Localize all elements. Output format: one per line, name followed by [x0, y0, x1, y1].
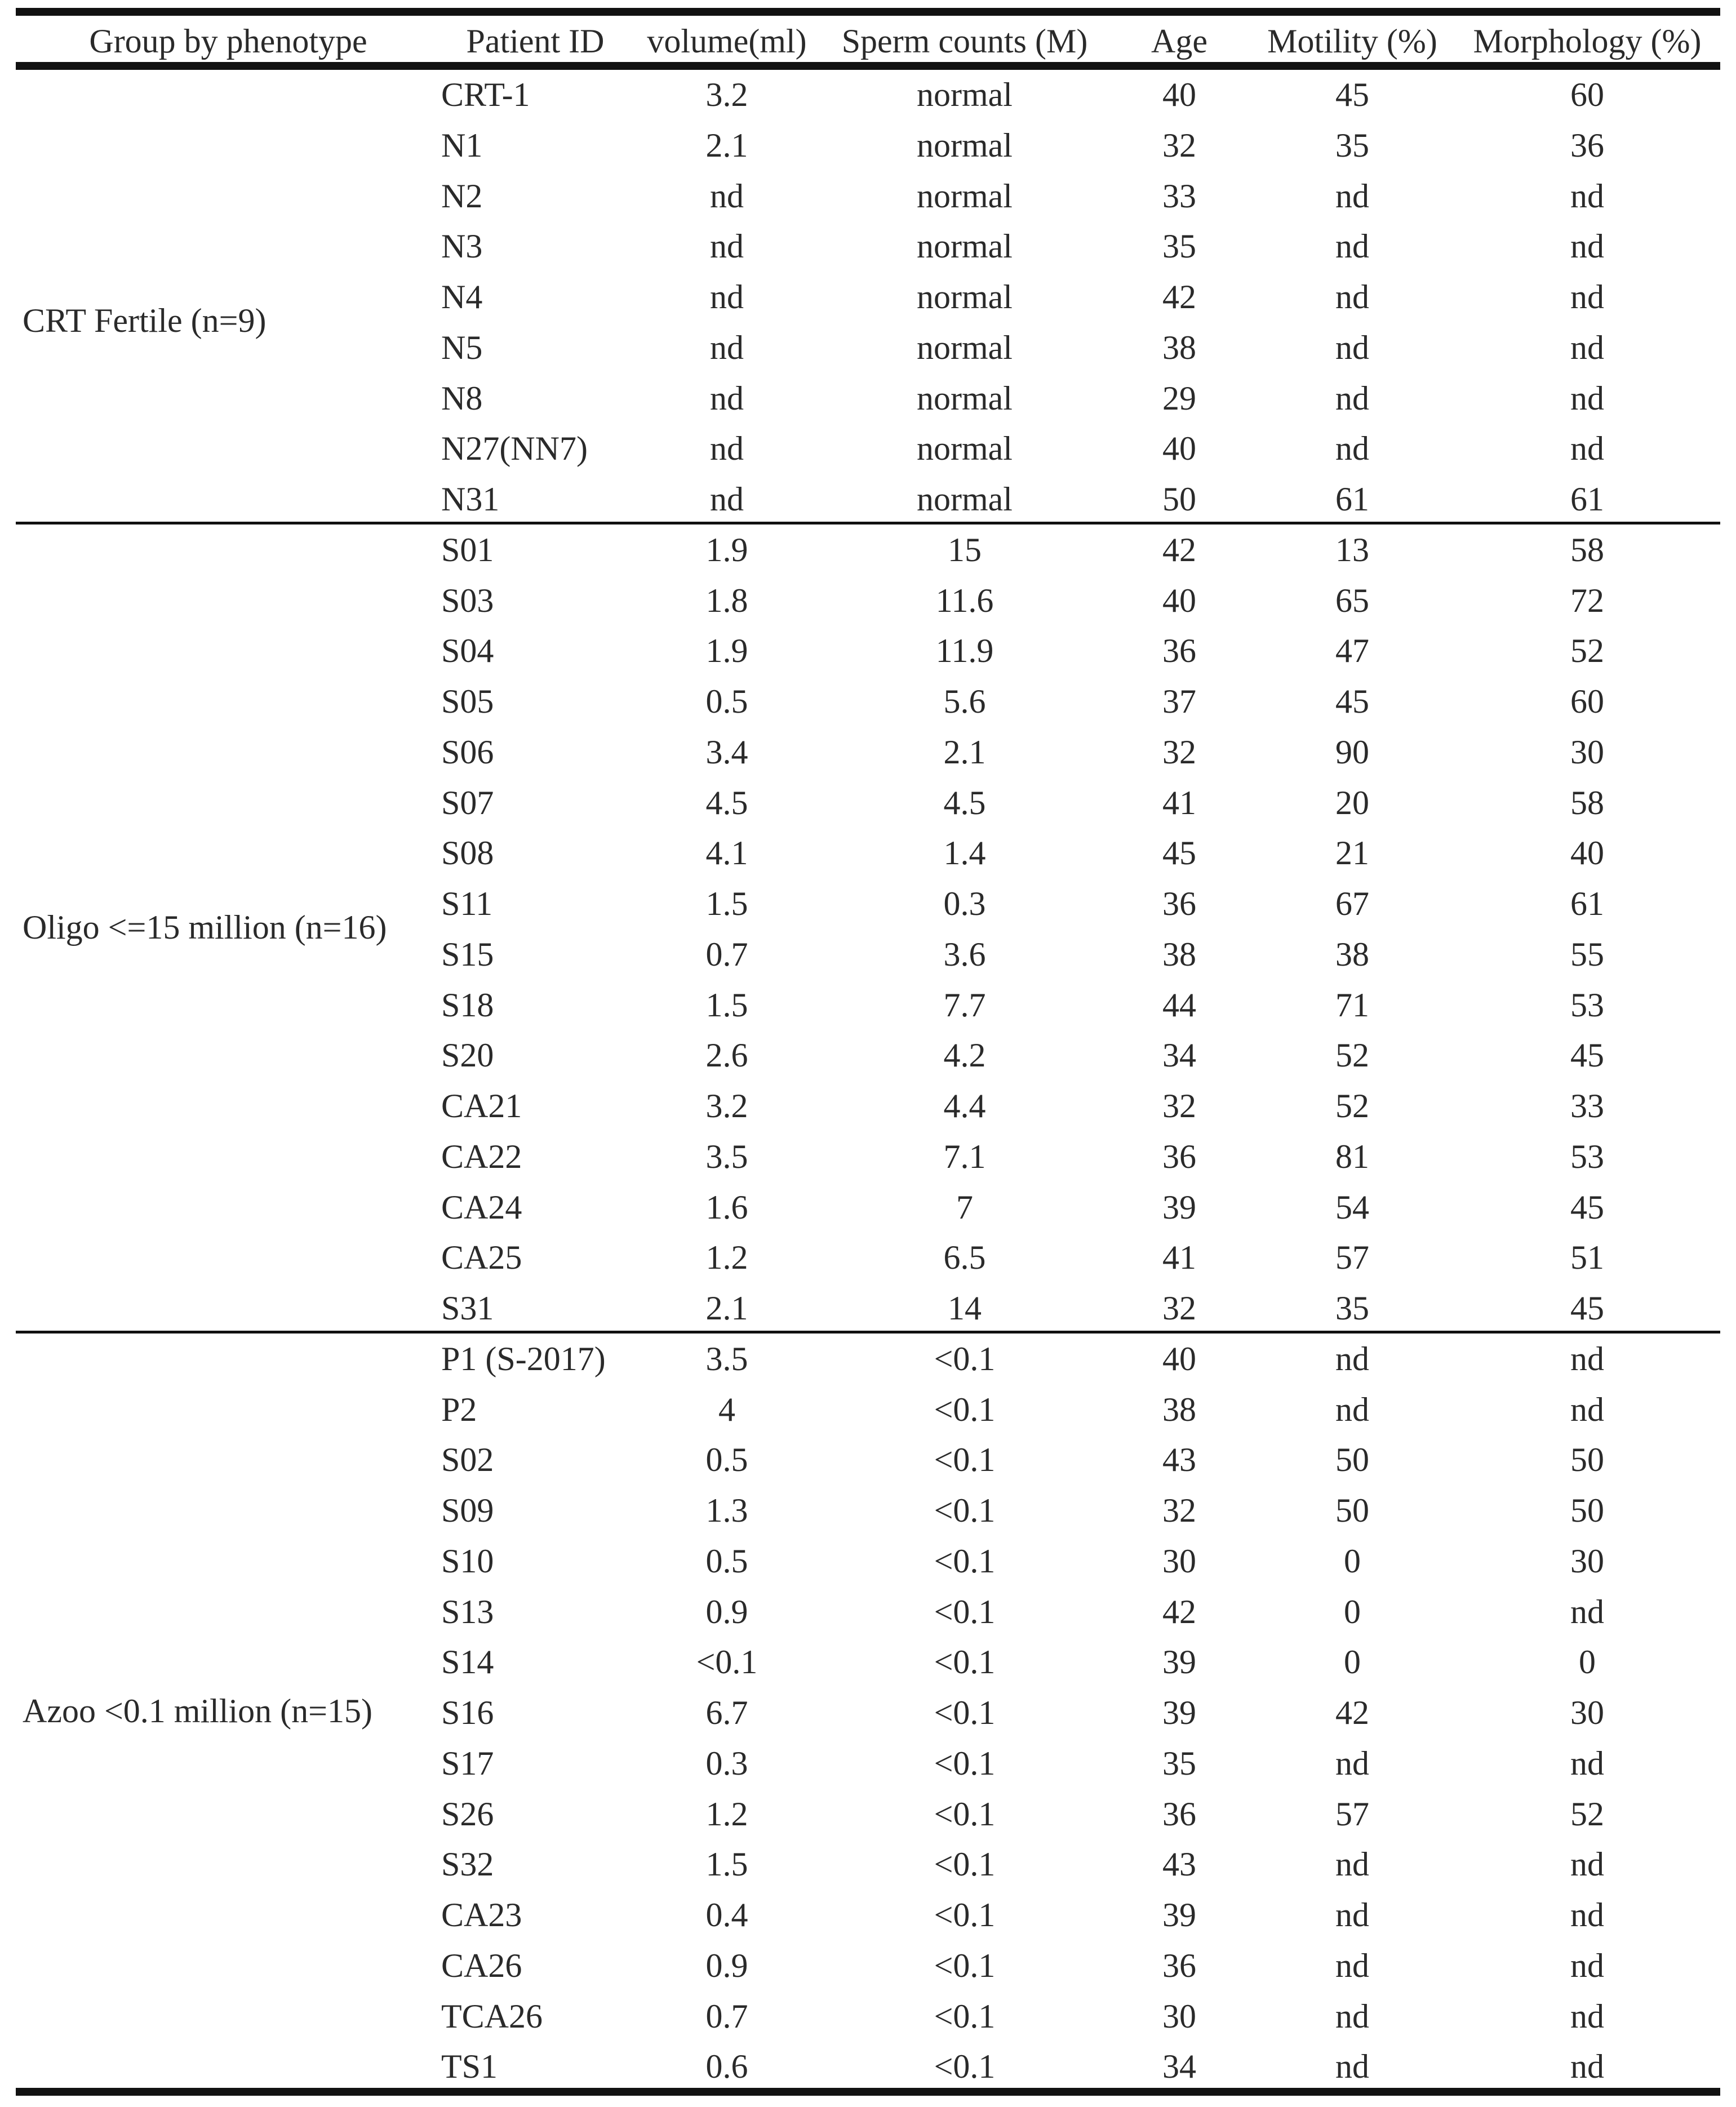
- header-group: Group by phenotype: [89, 23, 367, 60]
- cell-sperm-counts: 4.5: [943, 784, 986, 821]
- cell-morphology: 30: [1570, 1543, 1604, 1580]
- cell-morphology: 50: [1570, 1492, 1604, 1529]
- cell-morphology: nd: [1570, 430, 1604, 467]
- cell-age: 42: [1162, 278, 1196, 315]
- cell-sperm-counts: <0.1: [934, 1896, 996, 1933]
- cell-age: 34: [1162, 2048, 1196, 2085]
- cell-sperm-counts: normal: [917, 228, 1013, 265]
- cell-motility: nd: [1335, 1391, 1369, 1428]
- cell-patient-id: S15: [441, 936, 494, 973]
- cell-sperm-counts: <0.1: [934, 1846, 996, 1883]
- cell-sperm-counts: normal: [917, 380, 1013, 417]
- cell-age: 42: [1162, 531, 1196, 568]
- cell-age: 40: [1162, 582, 1196, 619]
- cell-motility: nd: [1335, 177, 1369, 215]
- cell-age: 40: [1162, 430, 1196, 467]
- cell-motility: 20: [1335, 784, 1369, 821]
- cell-volume: 6.7: [705, 1694, 748, 1731]
- cell-sperm-counts: 2.1: [943, 734, 986, 771]
- cell-morphology: nd: [1570, 1391, 1604, 1428]
- header-volume: volume(ml): [647, 23, 807, 60]
- cell-sperm-counts: 0.3: [943, 885, 986, 922]
- cell-age: 30: [1162, 1998, 1196, 2035]
- cell-volume: 0.7: [705, 936, 748, 973]
- cell-volume: 2.6: [705, 1037, 748, 1074]
- cell-age: 43: [1162, 1441, 1196, 1478]
- cell-patient-id: N3: [441, 228, 483, 265]
- cell-sperm-counts: <0.1: [934, 1998, 996, 2035]
- cell-morphology: 45: [1570, 1290, 1604, 1327]
- cell-volume: 4.5: [705, 784, 748, 821]
- cell-volume: 1.5: [705, 885, 748, 922]
- cell-patient-id: TS1: [441, 2048, 498, 2085]
- cell-volume: 1.9: [705, 632, 748, 669]
- cell-volume: 1.6: [705, 1189, 748, 1226]
- cell-motility: nd: [1335, 1340, 1369, 1377]
- cell-sperm-counts: normal: [917, 278, 1013, 315]
- cell-age: 39: [1162, 1189, 1196, 1226]
- cell-motility: 45: [1335, 76, 1369, 113]
- cell-motility: nd: [1335, 278, 1369, 315]
- cell-sperm-counts: 11.9: [935, 632, 994, 669]
- cell-motility: nd: [1335, 1745, 1369, 1782]
- cell-patient-id: N27(NN7): [441, 430, 588, 467]
- cell-sperm-counts: 7.7: [943, 986, 986, 1024]
- cell-patient-id: S10: [441, 1543, 494, 1580]
- cell-volume: nd: [710, 380, 744, 417]
- cell-motility: nd: [1335, 329, 1369, 366]
- cell-volume: nd: [710, 329, 744, 366]
- cell-volume: 1.9: [705, 531, 748, 568]
- top-rule: [16, 8, 1720, 16]
- cell-patient-id: S08: [441, 834, 494, 872]
- cell-morphology: nd: [1570, 1340, 1604, 1377]
- cell-motility: 81: [1335, 1138, 1369, 1175]
- cell-morphology: nd: [1570, 1998, 1604, 2035]
- cell-sperm-counts: <0.1: [934, 1643, 996, 1681]
- cell-volume: 0.4: [705, 1896, 748, 1933]
- cell-age: 32: [1162, 1492, 1196, 1529]
- cell-motility: 38: [1335, 936, 1369, 973]
- cell-morphology: 53: [1570, 986, 1604, 1024]
- cell-sperm-counts: normal: [917, 481, 1013, 518]
- cell-age: 32: [1162, 734, 1196, 771]
- cell-morphology: 61: [1570, 481, 1604, 518]
- cell-sperm-counts: <0.1: [934, 1745, 996, 1782]
- cell-sperm-counts: <0.1: [934, 1492, 996, 1529]
- cell-morphology: 53: [1570, 1138, 1604, 1175]
- header-morphology: Morphology (%): [1473, 23, 1702, 60]
- cell-age: 36: [1162, 632, 1196, 669]
- cell-patient-id: N5: [441, 329, 483, 366]
- cell-morphology: 58: [1570, 784, 1604, 821]
- cell-volume: 3.4: [705, 734, 748, 771]
- cell-age: 32: [1162, 127, 1196, 164]
- cell-morphology: 50: [1570, 1441, 1604, 1478]
- cell-sperm-counts: <0.1: [934, 2048, 996, 2085]
- group-label-crt-fertile: CRT Fertile (n=9): [23, 302, 267, 339]
- cell-morphology: 0: [1579, 1643, 1596, 1681]
- cell-volume: 0.5: [705, 683, 748, 720]
- cell-motility: 71: [1335, 986, 1369, 1024]
- cell-age: 29: [1162, 380, 1196, 417]
- cell-motility: 61: [1335, 481, 1369, 518]
- cell-motility: nd: [1335, 1896, 1369, 1933]
- cell-motility: nd: [1335, 228, 1369, 265]
- cell-volume: 0.5: [705, 1543, 748, 1580]
- cell-volume: nd: [710, 177, 744, 215]
- cell-age: 40: [1162, 1340, 1196, 1377]
- cell-motility: 52: [1335, 1037, 1369, 1074]
- cell-patient-id: S14: [441, 1643, 494, 1681]
- cell-motility: 90: [1335, 734, 1369, 771]
- cell-volume: 2.1: [705, 1290, 748, 1327]
- cell-patient-id: S11: [441, 885, 493, 922]
- cell-volume: 3.5: [705, 1340, 748, 1377]
- cell-sperm-counts: <0.1: [934, 1391, 996, 1428]
- cell-age: 40: [1162, 76, 1196, 113]
- cell-morphology: nd: [1570, 1745, 1604, 1782]
- cell-patient-id: S06: [441, 734, 494, 771]
- cell-volume: nd: [710, 481, 744, 518]
- cell-age: 42: [1162, 1593, 1196, 1630]
- cell-morphology: 72: [1570, 582, 1604, 619]
- cell-patient-id: S05: [441, 683, 494, 720]
- header-sperm-counts: Sperm counts (M): [841, 23, 1088, 60]
- cell-patient-id: P2: [441, 1391, 477, 1428]
- cell-patient-id: N4: [441, 278, 483, 315]
- cell-volume: 4: [718, 1391, 735, 1428]
- cell-motility: nd: [1335, 1947, 1369, 1984]
- cell-morphology: 45: [1570, 1037, 1604, 1074]
- cell-morphology: 33: [1570, 1087, 1604, 1124]
- cell-patient-id: S26: [441, 1795, 494, 1833]
- cell-sperm-counts: normal: [917, 329, 1013, 366]
- cell-motility: 57: [1335, 1795, 1369, 1833]
- cell-sperm-counts: 14: [948, 1290, 982, 1327]
- cell-morphology: 52: [1570, 632, 1604, 669]
- cell-morphology: nd: [1570, 278, 1604, 315]
- cell-volume: nd: [710, 228, 744, 265]
- cell-motility: 65: [1335, 582, 1369, 619]
- cell-age: 35: [1162, 228, 1196, 265]
- cell-sperm-counts: 11.6: [935, 582, 994, 619]
- cell-morphology: nd: [1570, 329, 1604, 366]
- cell-sperm-counts: <0.1: [934, 1543, 996, 1580]
- cell-sperm-counts: <0.1: [934, 1340, 996, 1377]
- cell-motility: nd: [1335, 1998, 1369, 2035]
- cell-age: 38: [1162, 329, 1196, 366]
- cell-sperm-counts: 5.6: [943, 683, 986, 720]
- header-motility: Motility (%): [1267, 23, 1437, 60]
- cell-volume: <0.1: [696, 1643, 758, 1681]
- cell-volume: 2.1: [705, 127, 748, 164]
- cell-patient-id: S16: [441, 1694, 494, 1731]
- cell-motility: 54: [1335, 1189, 1369, 1226]
- cell-motility: 0: [1344, 1593, 1361, 1630]
- group-separator-1: [16, 522, 1720, 524]
- cell-sperm-counts: 1.4: [943, 834, 986, 872]
- cell-sperm-counts: <0.1: [934, 1694, 996, 1731]
- cell-sperm-counts: normal: [917, 127, 1013, 164]
- cell-sperm-counts: 7.1: [943, 1138, 986, 1175]
- cell-motility: 21: [1335, 834, 1369, 872]
- cell-volume: nd: [710, 430, 744, 467]
- cell-morphology: 52: [1570, 1795, 1604, 1833]
- cell-morphology: 58: [1570, 531, 1604, 568]
- cell-motility: 47: [1335, 632, 1369, 669]
- cell-morphology: 36: [1570, 127, 1604, 164]
- cell-sperm-counts: normal: [917, 430, 1013, 467]
- cell-age: 45: [1162, 834, 1196, 872]
- cell-volume: nd: [710, 278, 744, 315]
- cell-patient-id: CA24: [441, 1189, 522, 1226]
- cell-age: 44: [1162, 986, 1196, 1024]
- cell-age: 41: [1162, 1239, 1196, 1276]
- cell-patient-id: S09: [441, 1492, 494, 1529]
- cell-age: 34: [1162, 1037, 1196, 1074]
- cell-motility: nd: [1335, 430, 1369, 467]
- cell-morphology: 45: [1570, 1189, 1604, 1226]
- cell-volume: 1.5: [705, 986, 748, 1024]
- cell-motility: 57: [1335, 1239, 1369, 1276]
- cell-patient-id: N1: [441, 127, 483, 164]
- cell-motility: 67: [1335, 885, 1369, 922]
- cell-morphology: nd: [1570, 1593, 1604, 1630]
- cell-sperm-counts: <0.1: [934, 1593, 996, 1630]
- cell-volume: 0.3: [705, 1745, 748, 1782]
- cell-motility: 50: [1335, 1492, 1369, 1529]
- group-label-azoo: Azoo <0.1 million (n=15): [23, 1692, 372, 1730]
- cell-patient-id: CRT-1: [441, 76, 530, 113]
- cell-patient-id: CA25: [441, 1239, 522, 1276]
- cell-patient-id: TCA26: [441, 1998, 543, 2035]
- cell-age: 32: [1162, 1087, 1196, 1124]
- header-age: Age: [1151, 23, 1207, 60]
- cell-age: 36: [1162, 1795, 1196, 1833]
- header-patient-id: Patient ID: [466, 23, 605, 60]
- cell-sperm-counts: 7: [956, 1189, 973, 1226]
- cell-sperm-counts: normal: [917, 177, 1013, 215]
- cell-motility: 0: [1344, 1543, 1361, 1580]
- cell-patient-id: S03: [441, 582, 494, 619]
- cell-sperm-counts: <0.1: [934, 1441, 996, 1478]
- cell-sperm-counts: 4.4: [943, 1087, 986, 1124]
- cell-volume: 3.5: [705, 1138, 748, 1175]
- cell-motility: 35: [1335, 127, 1369, 164]
- cell-patient-id: N8: [441, 380, 483, 417]
- cell-volume: 0.9: [705, 1593, 748, 1630]
- cell-age: 36: [1162, 885, 1196, 922]
- cell-patient-id: S01: [441, 531, 494, 568]
- cell-age: 36: [1162, 1138, 1196, 1175]
- bottom-rule: [16, 2088, 1720, 2096]
- cell-motility: 50: [1335, 1441, 1369, 1478]
- cell-age: 43: [1162, 1846, 1196, 1883]
- cell-patient-id: N2: [441, 177, 483, 215]
- cell-sperm-counts: 15: [948, 531, 982, 568]
- cell-age: 37: [1162, 683, 1196, 720]
- cell-volume: 0.9: [705, 1947, 748, 1984]
- cell-patient-id: S31: [441, 1290, 494, 1327]
- cell-patient-id: CA23: [441, 1896, 522, 1933]
- cell-patient-id: CA22: [441, 1138, 522, 1175]
- cell-motility: 45: [1335, 683, 1369, 720]
- cell-age: 33: [1162, 177, 1196, 215]
- cell-sperm-counts: <0.1: [934, 1795, 996, 1833]
- cell-sperm-counts: 3.6: [943, 936, 986, 973]
- cell-patient-id: S18: [441, 986, 494, 1024]
- cell-volume: 1.3: [705, 1492, 748, 1529]
- cell-sperm-counts: <0.1: [934, 1947, 996, 1984]
- cell-age: 30: [1162, 1543, 1196, 1580]
- cell-patient-id: N31: [441, 481, 500, 518]
- cell-age: 35: [1162, 1745, 1196, 1782]
- cell-sperm-counts: normal: [917, 76, 1013, 113]
- cell-patient-id: P1 (S-2017): [441, 1340, 606, 1377]
- cell-morphology: 60: [1570, 76, 1604, 113]
- cell-motility: 35: [1335, 1290, 1369, 1327]
- cell-patient-id: S32: [441, 1846, 494, 1883]
- cell-patient-id: CA21: [441, 1087, 522, 1124]
- cell-sperm-counts: 4.2: [943, 1037, 986, 1074]
- cell-morphology: 30: [1570, 1694, 1604, 1731]
- cell-volume: 0.5: [705, 1441, 748, 1478]
- cell-volume: 3.2: [705, 76, 748, 113]
- cell-volume: 1.8: [705, 582, 748, 619]
- cell-volume: 1.5: [705, 1846, 748, 1883]
- cell-morphology: 61: [1570, 885, 1604, 922]
- cell-age: 39: [1162, 1694, 1196, 1731]
- cell-morphology: nd: [1570, 1846, 1604, 1883]
- cell-age: 38: [1162, 1391, 1196, 1428]
- cell-age: 41: [1162, 784, 1196, 821]
- cell-volume: 0.7: [705, 1998, 748, 2035]
- cell-motility: nd: [1335, 1846, 1369, 1883]
- cell-age: 50: [1162, 481, 1196, 518]
- group-label-oligo: Oligo <=15 million (n=16): [23, 909, 387, 946]
- cell-age: 36: [1162, 1947, 1196, 1984]
- cell-patient-id: S20: [441, 1037, 494, 1074]
- cell-patient-id: S02: [441, 1441, 494, 1478]
- cell-motility: 13: [1335, 531, 1369, 568]
- cell-morphology: nd: [1570, 2048, 1604, 2085]
- cell-motility: nd: [1335, 380, 1369, 417]
- cell-morphology: 60: [1570, 683, 1604, 720]
- cell-patient-id: S13: [441, 1593, 494, 1630]
- cell-morphology: 55: [1570, 936, 1604, 973]
- cell-volume: 4.1: [705, 834, 748, 872]
- cell-patient-id: CA26: [441, 1947, 522, 1984]
- cell-motility: nd: [1335, 2048, 1369, 2085]
- cell-patient-id: S04: [441, 632, 494, 669]
- cell-morphology: 40: [1570, 834, 1604, 872]
- header-rule: [16, 62, 1720, 70]
- cell-age: 39: [1162, 1896, 1196, 1933]
- cell-age: 38: [1162, 936, 1196, 973]
- cell-volume: 1.2: [705, 1239, 748, 1276]
- cell-age: 39: [1162, 1643, 1196, 1681]
- cell-morphology: nd: [1570, 1947, 1604, 1984]
- cell-morphology: nd: [1570, 177, 1604, 215]
- cell-motility: 0: [1344, 1643, 1361, 1681]
- cell-morphology: 30: [1570, 734, 1604, 771]
- cell-morphology: nd: [1570, 1896, 1604, 1933]
- cell-motility: 52: [1335, 1087, 1369, 1124]
- cell-volume: 3.2: [705, 1087, 748, 1124]
- cell-age: 32: [1162, 1290, 1196, 1327]
- cell-sperm-counts: 6.5: [943, 1239, 986, 1276]
- cell-volume: 1.2: [705, 1795, 748, 1833]
- cell-volume: 0.6: [705, 2048, 748, 2085]
- cell-patient-id: S07: [441, 784, 494, 821]
- group-separator-2: [16, 1331, 1720, 1333]
- cell-morphology: nd: [1570, 380, 1604, 417]
- cell-motility: 42: [1335, 1694, 1369, 1731]
- cell-patient-id: S17: [441, 1745, 494, 1782]
- cell-morphology: 51: [1570, 1239, 1604, 1276]
- cell-morphology: nd: [1570, 228, 1604, 265]
